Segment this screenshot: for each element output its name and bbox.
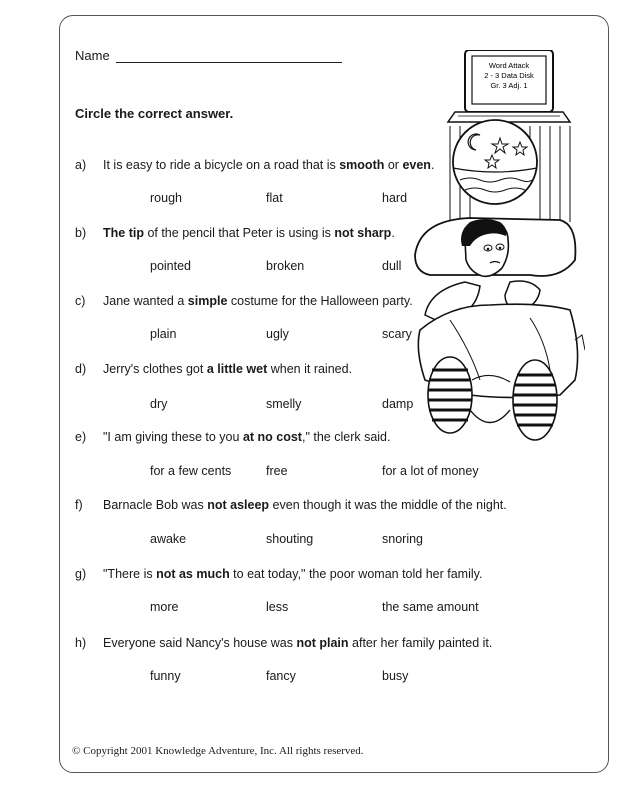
option-c-1[interactable]: plain <box>150 327 177 341</box>
option-e-2[interactable]: free <box>266 464 288 478</box>
option-c-3[interactable]: scary <box>382 327 412 341</box>
option-d-1[interactable]: dry <box>150 397 168 411</box>
option-b-2[interactable]: broken <box>266 259 305 273</box>
option-f-1[interactable]: awake <box>150 532 187 546</box>
copyright: © Copyright 2001 Knowledge Adventure, Inc. All rights reserved. <box>72 745 364 757</box>
screen-line-2: 2 - 3 Data Disk <box>484 71 534 80</box>
sick-boy-illustration <box>410 50 585 470</box>
question-c: c) Jane wanted a simple costume for the Halloween party. <box>75 294 413 308</box>
instruction: Circle the correct answer. <box>75 106 234 121</box>
question-g: g) "There is not as much to eat today," the poor woman told her family. <box>75 567 483 581</box>
computer-icon <box>448 50 570 122</box>
option-f-3[interactable]: snoring <box>382 532 423 546</box>
option-d-3[interactable]: damp <box>382 397 414 411</box>
name-input-line[interactable] <box>116 62 342 63</box>
question-b: b) The tip of the pencil that Peter is using is not sharp. <box>75 226 395 240</box>
name-label: Name <box>75 48 110 63</box>
question-h: h) Everyone said Nancy's house was not plain after her family painted it. <box>75 636 493 650</box>
night-window-icon <box>453 120 537 204</box>
option-c-2[interactable]: ugly <box>266 327 289 341</box>
striped-sock-right <box>513 360 557 440</box>
question-f: f) Barnacle Bob was not asleep even though it was the middle of the night. <box>75 498 507 512</box>
question-e: e) "I am giving these to you at no cost," the clerk said. <box>75 430 391 444</box>
option-b-1[interactable]: pointed <box>150 259 192 273</box>
striped-sock-left <box>428 357 472 433</box>
option-h-1[interactable]: funny <box>150 669 181 683</box>
question-a: a) It is easy to ride a bicycle on a road that is smooth or even. <box>75 158 435 172</box>
screen-line-1: Word Attack <box>488 61 530 70</box>
option-g-2[interactable]: less <box>266 600 289 614</box>
option-h-2[interactable]: fancy <box>266 669 296 683</box>
option-a-2[interactable]: flat <box>266 191 283 205</box>
option-f-2[interactable]: shouting <box>266 532 314 546</box>
option-e-1[interactable]: for a few cents <box>150 464 232 478</box>
option-a-3[interactable]: hard <box>382 191 408 205</box>
option-a-1[interactable]: rough <box>150 191 182 205</box>
question-d: d) Jerry's clothes got a little wet when it rained. <box>75 362 353 376</box>
option-e-3[interactable]: for a lot of money <box>382 464 479 478</box>
option-g-3[interactable]: the same amount <box>382 600 479 614</box>
screen-line-3: Gr. 3 Adj. 1 <box>490 81 528 90</box>
option-d-2[interactable]: smelly <box>266 397 302 411</box>
option-g-1[interactable]: more <box>150 600 179 614</box>
option-b-3[interactable]: dull <box>382 259 402 273</box>
option-h-3[interactable]: busy <box>382 669 409 683</box>
